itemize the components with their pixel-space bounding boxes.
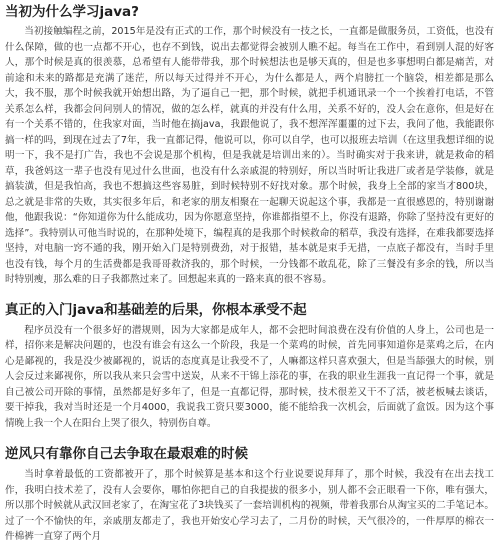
section-2-heading: 真正的入门java和基础差的后果，你根本承受不起 xyxy=(5,301,307,318)
section-3-paragraph: 当时拿着最低的工资都被开了，那个时候算是基本和这个行业说要说拜拜了，那个时候，我没有在出去找工作，我明白技术差了，没有人会要你，哪怕你把自己的自我提拔的很多小，别人都不会正眼看一下你，唯有强大，所以那个时候就从武汉回老家了，在淘宝花了3块钱买了一套培训机构的视频，带着我那台从淘宝买的二手笔记本。过了一个不愉快的年，亲戚朋友都走了，我也开始安心学习去了，二月份的时候，天气很冷的，一件厚厚的棉衣一件棉裤一直穿了两个月 xyxy=(5,469,494,542)
section-1-paragraph: 当初接触编程之前，2015年是没有正式的工作，那个时候没有一技之长，一直都是做服务员，工资低，也没有什么保障，做的也一点都不开心，也存不到钱，说出去都觉得会被别人瞧不起。每当在工作中，看到别人混的好客人，那个时候是真的很羡慕，总希望有人能带带我，那个时候想法也是够天真的，但是也多事想明白都是痛苦，对前途和未来的路都是充满了迷茫，所以每天过得并不开心，为什么都是人，两个肩膀扛一个脑袋，相差都是那么大，我不服，那个时候我就开始想出路，为了逼自己一把，那个时候，就把手机通讯录一个一个挨着打电话，不管关系怎么样，我都会问问别人的情况，做的怎么样，就真的并没有什么用，关系不好的，没人会在意你，但是好在有一个关系不错的，住我家对面，当时他在搞java，我跟他说了，我不想浑浑噩噩的过下去，我问了他，我能跟你搞一样的吗，到现在过去了7年，我一直都记得，他说可以，你可以自学，也可以报班去培训（在这里我想详细的说明一下，我不是打广告，我也不会说是那个机构，但是我就是培训出来的）。当时确实对于我来讲，就是救命的稻草，我爸妈这一辈子也没有见过什么世面，也没有什么亲戚混的特别好，所以当时听让我进厂或者是学装修，就是搞装潢，但是我怕高，我也不想搞这些容易脏，到时候特别不好找对象。那个时候，我身上全部的家当才800块，总之就是非常的失败，其实很多年后，和老家的朋友相聚在一起聊天说起这个事，我都是一直很感恩的，特别谢谢他，他跟我说：“你知道你为什么能成功，因为你愿意坚持，你谁都指望不上，你没有退路，你除了坚持没有更好的选择”。我特别认可他当时说的，在那种处境下，编程真的是我那个时候救命的稻草，我没有选择，在难我都要选择坚持，对电脑一窍不通的我，刚开始入门是特别费劲，对于报错，基本就是束手无措，一点底子都没有，当时手里也没有钱，每个月的生活费都是我哥哥救济我的，那个时候，一分钱都不敢乱花，除了三餐没有多余的钱，所以当时特别瘦，那么难的日子我都熬过来了。回想起来真的一路来真的很不容易。 xyxy=(5,26,494,285)
section-3-heading: 逆风只有靠你自己去争取在最艰难的时候 xyxy=(5,446,248,462)
section-1-heading: 当初为什么学习java? xyxy=(5,4,139,20)
section-2-paragraph: 程序员没有一个很多好的潜规则，因为大家都是成年人，都不会把时间浪费在没有价值的人身上，公司也是一样，招你来是解决问题的，也没有谁会有这么一个阶段，我是一个菜鸡的时候，首先同事知道你是菜鸡之后，在内心是鄙视的，我是没少被鄙视的，说话的态度真是让我受不了，人嘛都这样只喜欢强大，但是当舔强大的时候，别人会反过来鄙视你，所以我从来只会雪中送炭，从来不干锦上添花的事，在我的职业生涯我一直记得一个事，就是自己被公司开除的事情，虽然都是好多年了，但是一直都记得，那时候，技术很差又干不了活，被老板喊去谈话，要干掉我，我对当时还是一个月4000，我说我工资只要3000，能不能给我一次机会，后面就了盒饭。因为这个事情晚上我一个人在阳台上哭了很久，特别伤自尊。 xyxy=(5,324,494,429)
